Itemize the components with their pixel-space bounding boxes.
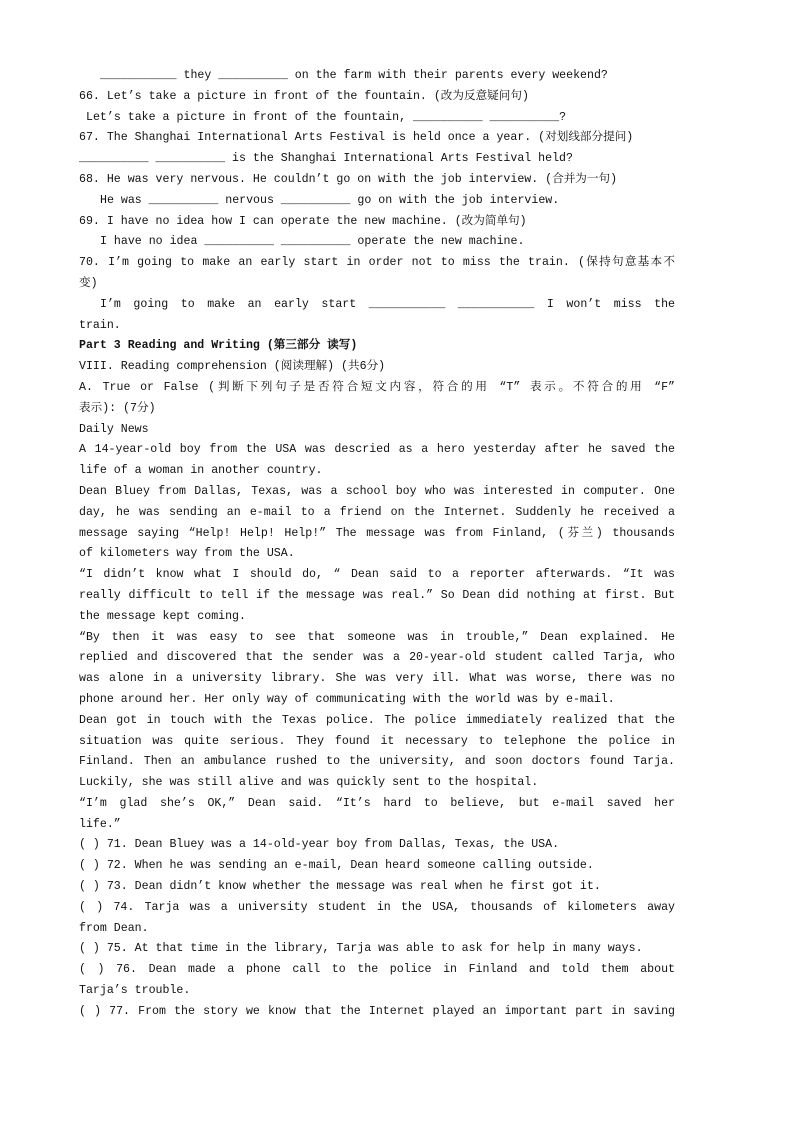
question-74: ( ) 74. Tarja was a university student in the USA, thousands of kilometers away [79, 900, 675, 914]
line-12: I’m going to make an early start ___________ ___________ I won’t miss the [100, 297, 675, 311]
line-3: Let’s take a picture in front of the fountain, __________ __________? [86, 110, 567, 124]
line-5: __________ __________ is the Shanghai International Arts Festival held? [79, 152, 573, 166]
passage-line: “I didn’t know what I should do, “ Dean said to a reporter afterwards. “It was [79, 568, 675, 582]
passage-line: “I’m glad she’s OK,” Dean said. “It’s hard to believe, but e-mail saved her [79, 796, 675, 810]
question-75: ( ) 75. At that time in the library, Tarja was able to ask for help in many ways. [79, 942, 643, 956]
passage-line: Luckily, she was still alive and was quickly sent to the hospital. [79, 776, 539, 790]
line-9: I have no idea __________ __________ operate the new machine. [100, 235, 525, 249]
passage-title: Daily News [79, 422, 149, 436]
passage-line: A 14-year-old boy from the USA was descried as a hero yesterday after he saved the [79, 443, 675, 457]
passage-line: of kilometers way from the USA. [79, 547, 295, 561]
line-45: Tarja’s trouble. [79, 984, 191, 998]
question-66: 66. Let’s take a picture in front of the fountain. (改为反意疑问句) [79, 89, 529, 103]
question-70: 70. I’m going to make an early start in order not to miss the train. (保持句意基本不 [79, 256, 675, 270]
question-68: 68. He was very nervous. He couldn’t go on with the job interview. (合并为一句) [79, 172, 618, 186]
question-73: ( ) 73. Dean didn’t know whether the message was real when he first got it. [79, 880, 601, 894]
passage-line: Dean got in touch with the Texas police. The police immediately realized that the [79, 713, 675, 727]
passage-line: was alone in a university library. She was very ill. What was worse, there was no [79, 672, 675, 686]
question-77: ( ) 77. From the story we know that the Internet played an important part in saving [79, 1004, 675, 1018]
passage-line: Finland. Then an ambulance rushed to the university, and soon doctors found Tarja. [79, 755, 675, 769]
passage-line: day, he was sending an e-mail to a friend on the Internet. Suddenly he received a [79, 505, 675, 519]
passage-line: “By then it was easy to see that someone was in trouble,” Dean explained. He [79, 630, 675, 644]
passage-line: phone around her. Her only way of communicating with the world was by e-mail. [79, 692, 615, 706]
document-page [79, 66, 675, 1023]
passage-line: replied and discovered that the sender was a 20-year-old student called Tarja, who [79, 651, 675, 665]
question-72: ( ) 72. When he was sending an e-mail, Dean heard someone calling outside. [79, 859, 594, 873]
passage-line: life of a woman in another country. [79, 464, 323, 478]
section-a-instructions: A. True or False (判断下列句子是否符合短文内容，符合的用 “T” 表示。不符合的用 “F” [79, 380, 675, 394]
section-viii-heading: VIII. Reading comprehension (阅读理解) (共6分) [79, 360, 386, 374]
passage-line: Dean Bluey from Dallas, Texas, was a school boy who was interested in computer. One [79, 484, 675, 498]
line-7: He was __________ nervous __________ go on with the job interview. [100, 193, 560, 207]
passage-line: really difficult to tell if the message was real.” So Dean did nothing at first. But [79, 588, 675, 602]
question-69: 69. I have no idea how I can operate the new machine. (改为简单句) [79, 214, 527, 228]
passage-line: the message kept coming. [79, 609, 246, 623]
passage-line: message saying “Help! Help! Help!” The message was from Finland, (芬兰) thousands [79, 526, 675, 540]
question-71: ( ) 71. Dean Bluey was a 14-old-year boy from Dallas, Texas, the USA. [79, 838, 560, 852]
part-3-heading: Part 3 Reading and Writing (第三部分 读写) [79, 339, 358, 353]
line-42: from Dean. [79, 921, 149, 935]
question-76: ( ) 76. Dean made a phone call to the police in Finland and told them about [79, 963, 675, 977]
line-11: 变) [79, 276, 98, 290]
passage-line: situation was quite serious. They found it necessary to telephone the police in [79, 734, 675, 748]
question-67: 67. The Shanghai International Arts Festival is held once a year. (对划线部分提问) [79, 131, 634, 145]
passage-line: life.” [79, 817, 121, 831]
line-13: train. [79, 318, 121, 332]
line-1: ___________ they __________ on the farm with their parents every weekend? [100, 69, 608, 82]
line-17: 表示): (7分) [79, 401, 156, 415]
